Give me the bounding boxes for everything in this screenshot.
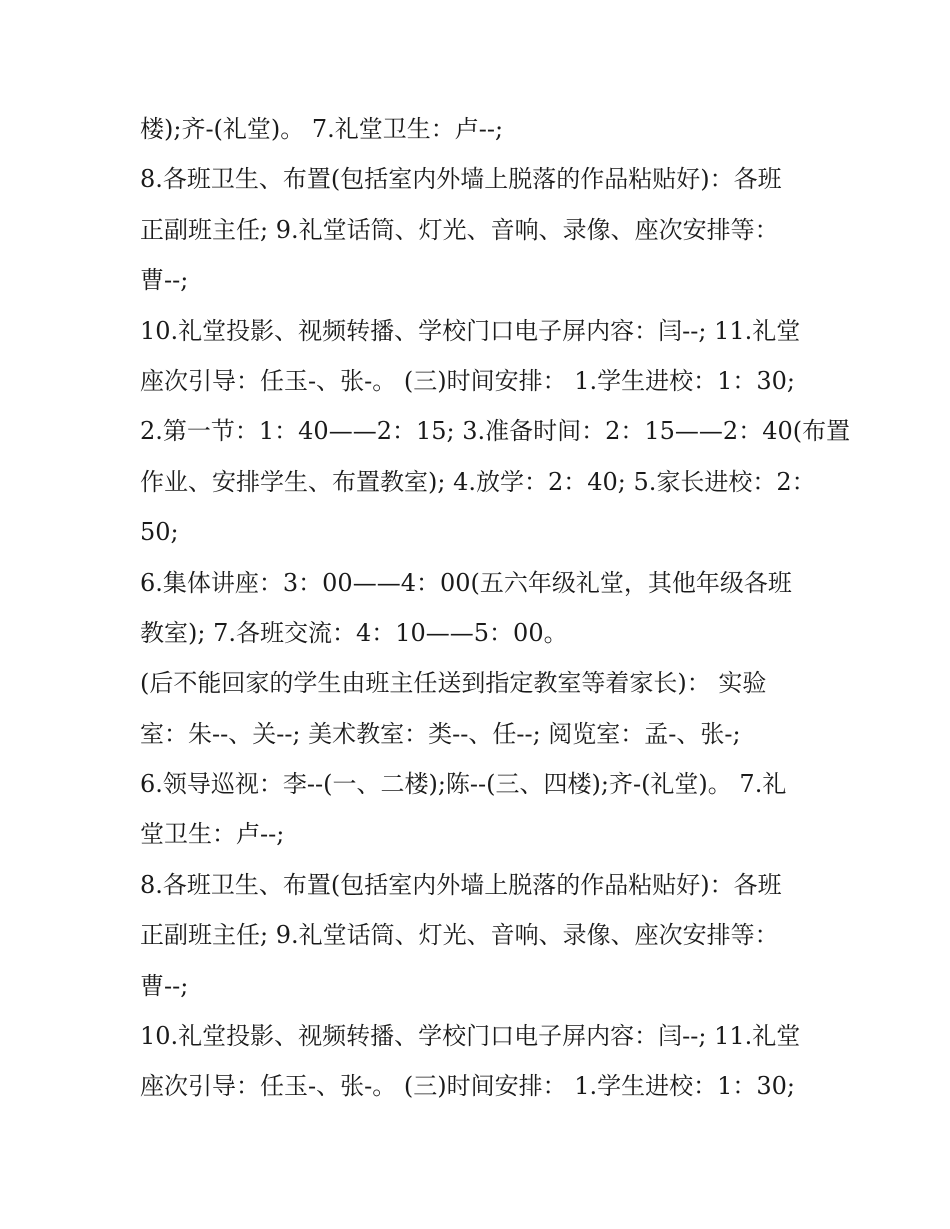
text-line: (后不能回家的学生由班主任送到指定教室等着家长)： 实验 <box>140 669 767 698</box>
text-line: 10.礼堂投影、视频转播、学校门口电子屏内容：闫--; 11.礼堂 <box>140 316 801 345</box>
text-line: 曹--; <box>140 971 189 1000</box>
text-line: 8.各班卫生、布置(包括室内外墙上脱落的作品粘贴好)：各班 <box>140 870 782 899</box>
text-line: 楼);齐-(礼堂)。 7.礼堂卫生：卢--; <box>140 115 504 143</box>
text-line: 10.礼堂投影、视频转播、学校门口电子屏内容：闫--; 11.礼堂 <box>140 1022 801 1051</box>
document-body <box>140 104 851 1112</box>
text-line: 曹--; <box>140 266 189 295</box>
text-line: 正副班主任; 9.礼堂话筒、灯光、音响、录像、座次安排等： <box>140 921 779 950</box>
text-line: 8.各班卫生、布置(包括室内外墙上脱落的作品粘贴好)：各班 <box>140 165 782 194</box>
text-line: 作业、安排学生、布置教室); 4.放学：2：40; 5.家长进校：2： <box>140 467 816 496</box>
text-line: 堂卫生：卢--; <box>140 820 285 849</box>
text-line: 6.集体讲座：3：00——4：00(五六年级礼堂，其他年级各班 <box>140 568 792 597</box>
text-line: 50; <box>140 518 179 547</box>
text-line: 正副班主任; 9.礼堂话筒、灯光、音响、录像、座次安排等： <box>140 215 779 244</box>
text-line: 座次引导：任玉-、张-。 (三)时间安排： 1.学生进校：1：30; <box>140 366 795 395</box>
text-line: 座次引导：任玉-、张-。 (三)时间安排： 1.学生进校：1：30; <box>140 1072 795 1101</box>
text-line: 室：朱--、关--; 美术教室：类--、任--; 阅览室：孟-、张-; <box>140 719 741 748</box>
text-line: 教室); 7.各班交流：4：10——5：00。 <box>140 618 568 647</box>
text-line: 2.第一节：1：40——2：15; 3.准备时间：2：15——2：40(布置 <box>140 417 851 446</box>
text-line: 6.领导巡视：李--(一、二楼);陈--(三、四楼);齐-(礼堂)。 7.礼 <box>140 770 787 799</box>
